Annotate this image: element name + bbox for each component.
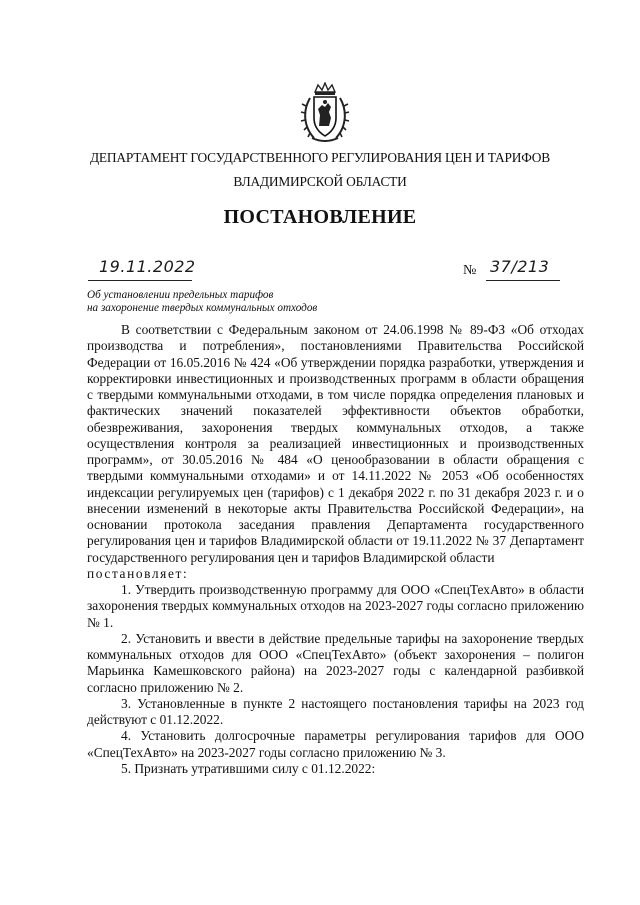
organization-name: ДЕПАРТАМЕНТ ГОСУДАРСТВЕННОГО РЕГУЛИРОВАНИЯ ЦЕН И ТАРИФОВ <box>89 150 550 165</box>
number-sign: № <box>463 263 477 278</box>
decision-item: 1. Утвердить производственную программу для ООО «СпецТехАвто» в области захоронения твердых коммунальных отходов на 2023-2027 годы согласно приложению № 1. <box>87 582 584 630</box>
document-date: 19.11.2022 <box>99 257 196 276</box>
coat-of-arms-icon <box>300 82 350 144</box>
number-underline <box>486 280 560 281</box>
document-subject <box>87 289 387 315</box>
preamble-paragraph: В соответствии с Федеральным законом от 24.06.1998 № 89-ФЗ «Об отходах производства и потребления», постановлениями Правительства Российской Федерации от 16.05.2016 № 424 «Об утверждении порядка разработки, утверждения и корректировки инвестиционных и производственных программ в области обращения с твердыми коммунальными отходами, в том числе порядка определения плановых и фактических значений показателей эффективности объектов обработки, обезвреживания, захоронения твердых коммунальных отходов, а также осуществления контроля за реализацией инвестиционных и производственных программ», от 30.05.2016 № 484 «О ценообразовании в области обращения с твердыми коммунальными отходами» и от 14.11.2022 № 2053 «Об особенностях индексации регулируемых цен (тарифов) с 1 декабря 2022 г. по 31 декабря 2023 г. и о внесении изменений в некоторые акты Правительства Российской Федерации», на основании протокола заседания правления Департамента государственного регулирования цен и тарифов Владимирской области от 19.11.2022 № 37 Департамент государственного регулирования цен и тарифов Владимирской области <box>87 322 584 565</box>
decision-item: 4. Установить долгосрочные параметры регулирования тарифов для ООО «СпецТехАвто» на 2023-2027 годы согласно приложению № 3. <box>87 728 584 760</box>
date-underline <box>88 280 192 281</box>
organization-region: ВЛАДИМИРСКОЙ ОБЛАСТИ <box>233 174 407 189</box>
document-number: 37/213 <box>490 257 550 276</box>
subject-line: на захоронение твердых коммунальных отходов <box>87 302 318 314</box>
decision-item: 3. Установленные в пункте 2 настоящего постановления тарифы на 2023 год действуют с 01.12.2022. <box>87 695 584 727</box>
decides-keyword: постановляет: <box>87 565 189 581</box>
decision-item: 2. Установить и ввести в действие предельные тарифы на захоронение твердых коммунальных отходов для ООО «СпецТехАвто» (объект захоронения – полигон Марьинка Камешковского района) на 2023-2027 годы с календарной разбивкой согласно приложению № 2. <box>87 630 584 695</box>
document-type-title: ПОСТАНОВЛЕНИЕ <box>223 206 417 228</box>
document-body <box>87 322 584 777</box>
decision-item: 5. Признать утратившими силу с 01.12.2022: <box>121 760 376 776</box>
subject-line: Об установлении предельных тарифов <box>87 289 274 301</box>
